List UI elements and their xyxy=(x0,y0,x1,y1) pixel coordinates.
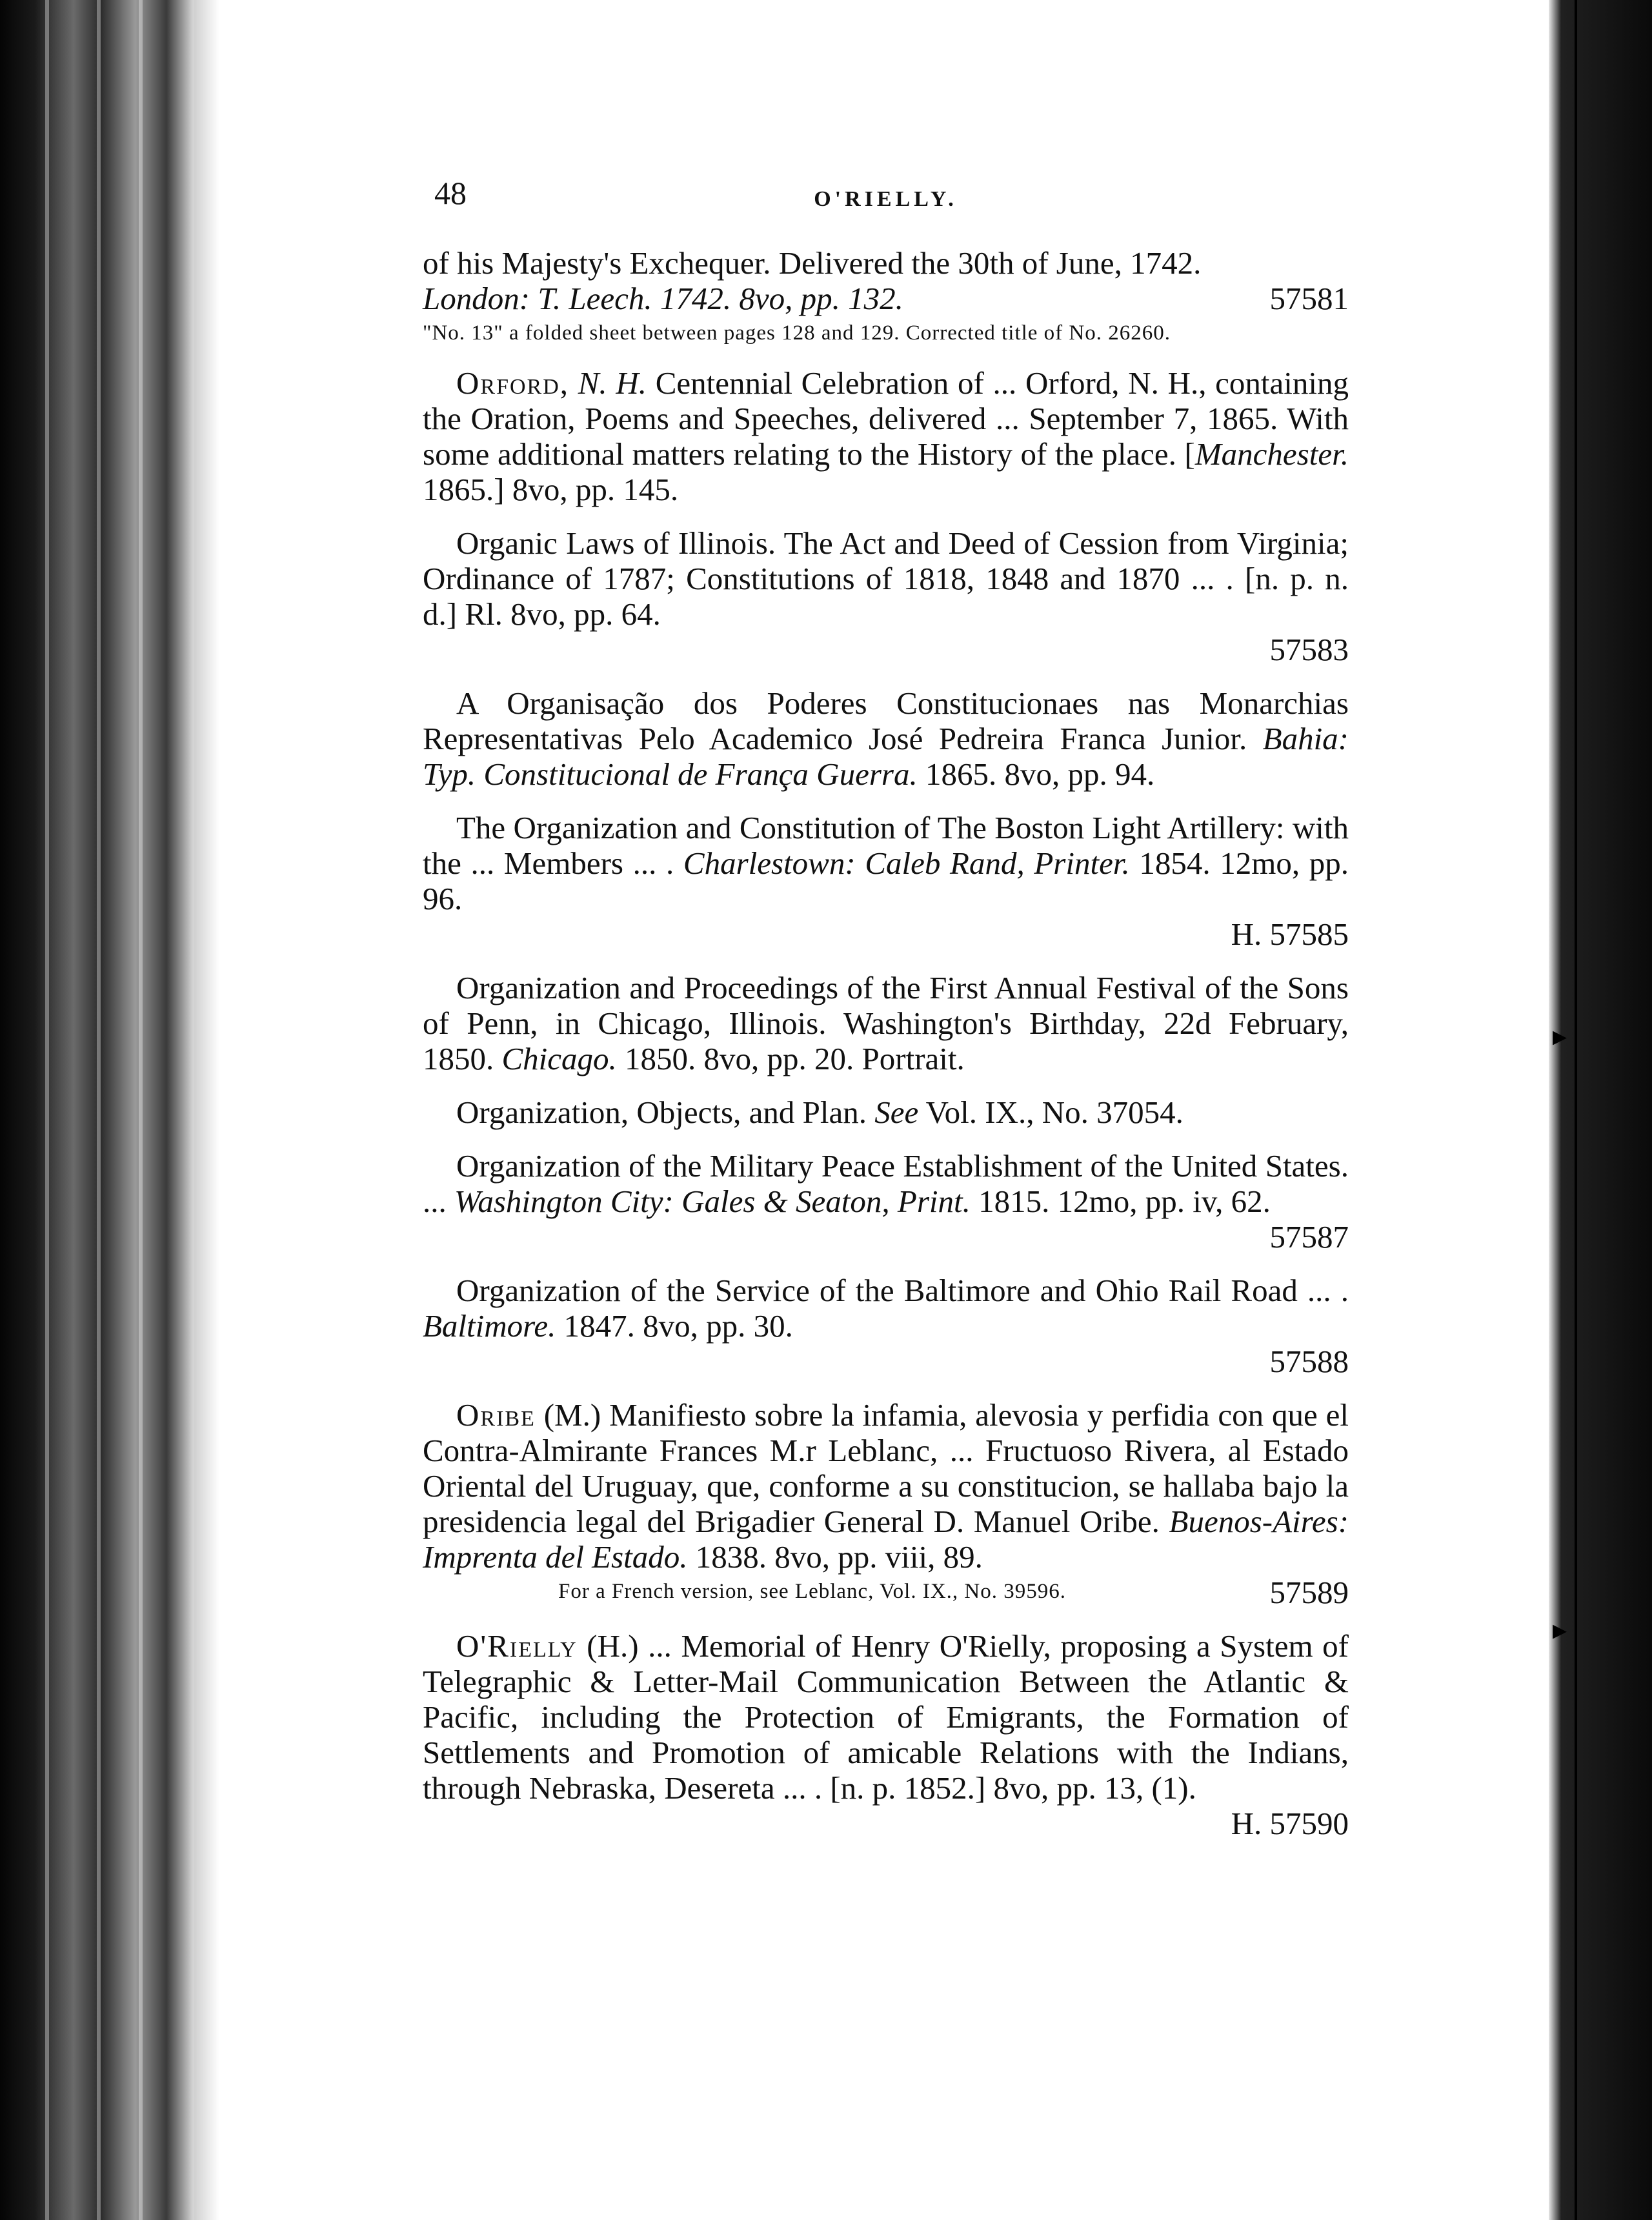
entry-note: "No. 13" a folded sheet between pages 128 and 129. Corrected title of No. 26260. xyxy=(423,321,1171,345)
entry-text: (M.) Manifiesto sobre la infamia, alevosia y perfidia con que el Contra-Almirante Frances M.r Leblanc, ... Fructuoso Rivera, al Estado Oriental del Uruguay, que, conforme a su constitucion, se hallaba bajo la presidencia legal del Brigadier General D. Manuel Oribe. xyxy=(423,1397,1349,1539)
entry-text: Organization and Proceedings of the First Annual Festival of the Sons of Penn, in Chicago, Illinois. Washington's Birthday, 22d February, 1850. xyxy=(423,970,1349,1076)
entry-imprint: Baltimore. xyxy=(423,1308,556,1344)
entry-tail: 1865.] 8vo, pp. 145. xyxy=(423,472,679,507)
entry-orford xyxy=(423,365,1349,507)
entry-number: 57581 xyxy=(1269,281,1349,316)
entry-boston-light-artillery xyxy=(423,810,1349,952)
entry-tail: 1838. 8vo, pp. viii, 89. xyxy=(695,1539,983,1575)
entry-note: For a French version, see Leblanc, Vol. IX., No. 39596. xyxy=(558,1580,1066,1603)
entry-imprint: Bahia: Typ. Constitucional de França Guerra. xyxy=(423,721,1349,792)
entry-objects-plan xyxy=(423,1095,1349,1130)
page-fold-shadow xyxy=(194,0,219,2220)
entry-baltimore-ohio xyxy=(423,1273,1349,1379)
entry-imprint: Manchester. xyxy=(1194,436,1349,472)
entry-orielly xyxy=(423,1628,1349,1841)
entry-imprint: Charlestown: Caleb Rand, Printer. xyxy=(683,845,1130,881)
entry-head: O'Rielly xyxy=(456,1628,578,1664)
entry-head-place: N. H. xyxy=(578,365,647,401)
entry-text: of his Majesty's Exchequer. Delivered the 30th of June, 1742. xyxy=(423,245,1202,281)
entry-number: H. 57585 xyxy=(1231,916,1349,952)
entry-tail: 1815. 12mo, pp. iv, 62. xyxy=(978,1184,1271,1219)
entry-number: 57589 xyxy=(1269,1575,1349,1610)
entry-tail: Vol. IX., No. 37054. xyxy=(925,1095,1184,1130)
entry-tail: 1865. 8vo, pp. 94. xyxy=(925,756,1155,792)
entry-organic-laws xyxy=(423,525,1349,667)
entry-text: (H.) ... Memorial of Henry O'Rielly, proposing a System of Telegraphic & Letter-Mail Communication Between the Atlantic & Pacific, including the Protection of Emigrants, the Formation of Settlements and Promotion of amicable Relations with the Indians, through Nebraska, Desereta ... . [n. p. 1852.] 8vo, pp. 13, (1). xyxy=(423,1628,1349,1806)
entry-text: Organization of the Military Peace Establishment of the United States. ... xyxy=(423,1148,1349,1219)
entry-text: Centennial Celebration of ... Orford, N. H., containing the Oration, Poems and Speeches, delivered ... September 7, 1865. With some additional matters relating to the History of the place. [ xyxy=(423,365,1349,472)
page-content xyxy=(423,174,1349,1859)
entry-see: See xyxy=(874,1095,919,1130)
page-header xyxy=(423,174,1349,245)
entry-imprint: Buenos-Aires: Imprenta del Estado. xyxy=(423,1504,1349,1575)
entry-tail: 1847. 8vo, pp. 30. xyxy=(563,1308,793,1344)
entry-tail: 1854. 12mo, pp. 96. xyxy=(423,845,1349,916)
running-head: O'RIELLY. xyxy=(814,187,958,211)
entry-text: Organic Laws of Illinois. The Act and Deed of Cession from Virginia; Ordinance of 1787; Constitutions of 1818, 1848 and 1870 ... . [n. p. n. d.] Rl. 8vo, pp. 64. xyxy=(423,525,1349,632)
entry-oribe xyxy=(423,1397,1349,1610)
entry-tail: 1850. 8vo, pp. 20. Portrait. xyxy=(625,1041,965,1076)
entry-number: H. 57590 xyxy=(1231,1806,1349,1841)
entry-head: Oribe xyxy=(456,1397,536,1433)
entry-exchequer xyxy=(423,245,1349,347)
entry-imprint: Washington City: Gales & Seaton, Print. xyxy=(454,1184,971,1219)
edge-mark: ▸ xyxy=(1553,1020,1567,1052)
entry-text: A Organisação dos Poderes Constitucionaes nas Monarchias Representativas Pelo Academico José Pedreira Franca Junior. xyxy=(423,685,1349,756)
right-page-edge xyxy=(1549,0,1652,2220)
book-binding xyxy=(0,0,194,2220)
edge-mark: ▸ xyxy=(1553,1614,1567,1646)
entry-number: 57588 xyxy=(1269,1344,1349,1379)
page-number: 48 xyxy=(434,175,467,211)
entry-number: 57587 xyxy=(1269,1219,1349,1255)
entry-head: Orford, xyxy=(456,365,570,401)
entry-text: Organization, Objects, and Plan. xyxy=(456,1095,867,1130)
entry-sons-of-penn xyxy=(423,970,1349,1076)
entry-text: Organization of the Service of the Baltimore and Ohio Rail Road ... . xyxy=(456,1273,1349,1308)
entry-organisacao xyxy=(423,685,1349,792)
entry-imprint: Chicago. xyxy=(501,1041,617,1076)
entry-text: The Organization and Constitution of The Boston Light Artillery: with the ... Members ... . xyxy=(423,810,1349,881)
entry-military-peace xyxy=(423,1148,1349,1255)
entry-number: 57583 xyxy=(1269,632,1349,667)
entry-imprint: London: T. Leech. 1742. 8vo, pp. 132. xyxy=(423,281,903,316)
